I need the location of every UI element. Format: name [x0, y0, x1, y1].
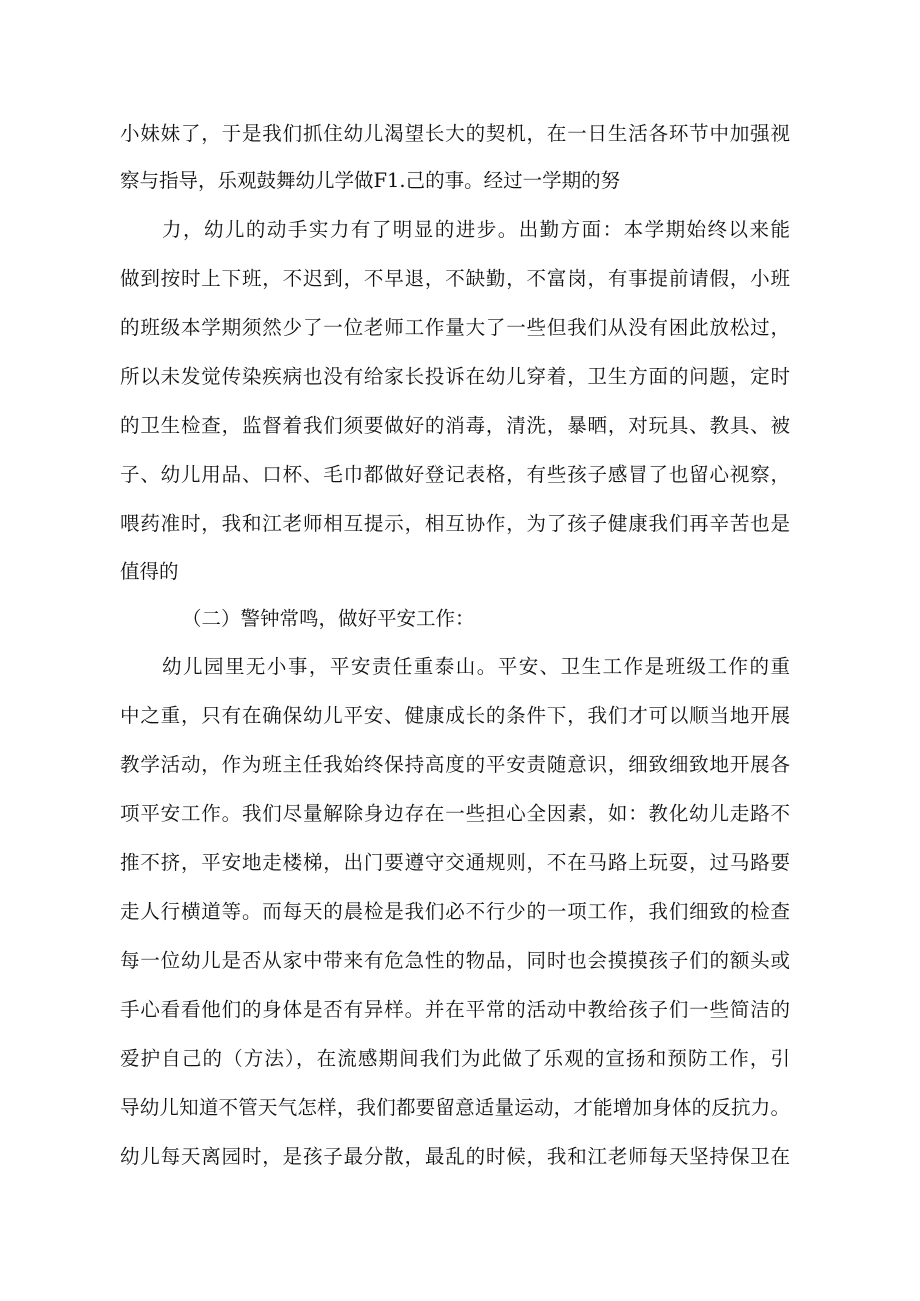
- text-line: 手心看看他们的身体是否有异样。并在平常的活动中教给孩子们一些简洁的: [120, 998, 790, 1021]
- text-line: 子、幼儿用品、口杯、毛巾都做好登记表格，有些孩子感冒了也留心视察，: [120, 463, 790, 486]
- text-line: 力，幼儿的动手实力有了明显的进步。出勤方面：本学期始终以来能: [162, 218, 790, 241]
- text-line: 中之重，只有在确保幼儿平安、健康成长的条件下，我们才可以顺当地开展: [120, 704, 790, 727]
- section-heading: （二）警钟常鸣，做好平安工作：: [182, 607, 475, 630]
- text-line: 的卫生检查，监督着我们须要做好的消毒，清洗，暴晒，对玩具、教具、被: [120, 414, 790, 437]
- text-line: 项平安工作。我们尽量解除身边存在一些担心全因素，如：教化幼儿走路不: [120, 802, 790, 825]
- text-line: 喂药准时，我和江老师相互提示，相互协作，为了孩子健康我们再辛苦也是: [120, 512, 790, 535]
- text-line: 幼儿园里无小事，平安责任重泰山。平安、卫生工作是班级工作的重: [162, 655, 790, 678]
- text-line: 教学活动，作为班主任我始终保持高度的平安责随意识，细致细致地开展各: [120, 753, 790, 776]
- text-line: 爱护自己的（方法），在流感期间我们为此做了乐观的宣扬和预防工作，引: [120, 1047, 790, 1070]
- text-line: 推不挤，平安地走楼梯，出门要遵守交通规则，不在马路上玩耍，过马路要: [120, 851, 790, 874]
- text-line: 小妹妹了，于是我们抓住幼儿渴望长大的契机，在一日生活各环节中加强视: [120, 122, 790, 145]
- text-line: 每一位幼儿是否从家中带来有危急性的物品，同时也会摸摸孩子们的额头或: [120, 949, 790, 972]
- text-line: 所以未发觉传染疾病也没有给家长投诉在幼儿穿着，卫生方面的问题，定时: [120, 365, 790, 388]
- text-line: 幼儿每天离园时，是孩子最分散，最乱的时候，我和江老师每天坚持保卫在: [120, 1145, 790, 1168]
- text-line: 做到按时上下班，不迟到，不早退，不缺勤，不富岗，有事提前请假，小班: [120, 267, 790, 290]
- text-line: 值得的: [120, 560, 179, 583]
- text-line: 走人行横道等。而每天的晨检是我们必不行少的一项工作，我们细致的检查: [120, 900, 790, 923]
- text-line: 导幼儿知道不管天气怎样，我们都要留意适量运动，才能增加身体的反抗力。: [120, 1096, 790, 1119]
- text-line: 的班级本学期须然少了一位老师工作量大了一些但我们从没有困此放松过，: [120, 316, 790, 339]
- text-line: 察与指导，乐观鼓舞幼儿学做F1.己的事。经过一学期的努: [120, 169, 621, 192]
